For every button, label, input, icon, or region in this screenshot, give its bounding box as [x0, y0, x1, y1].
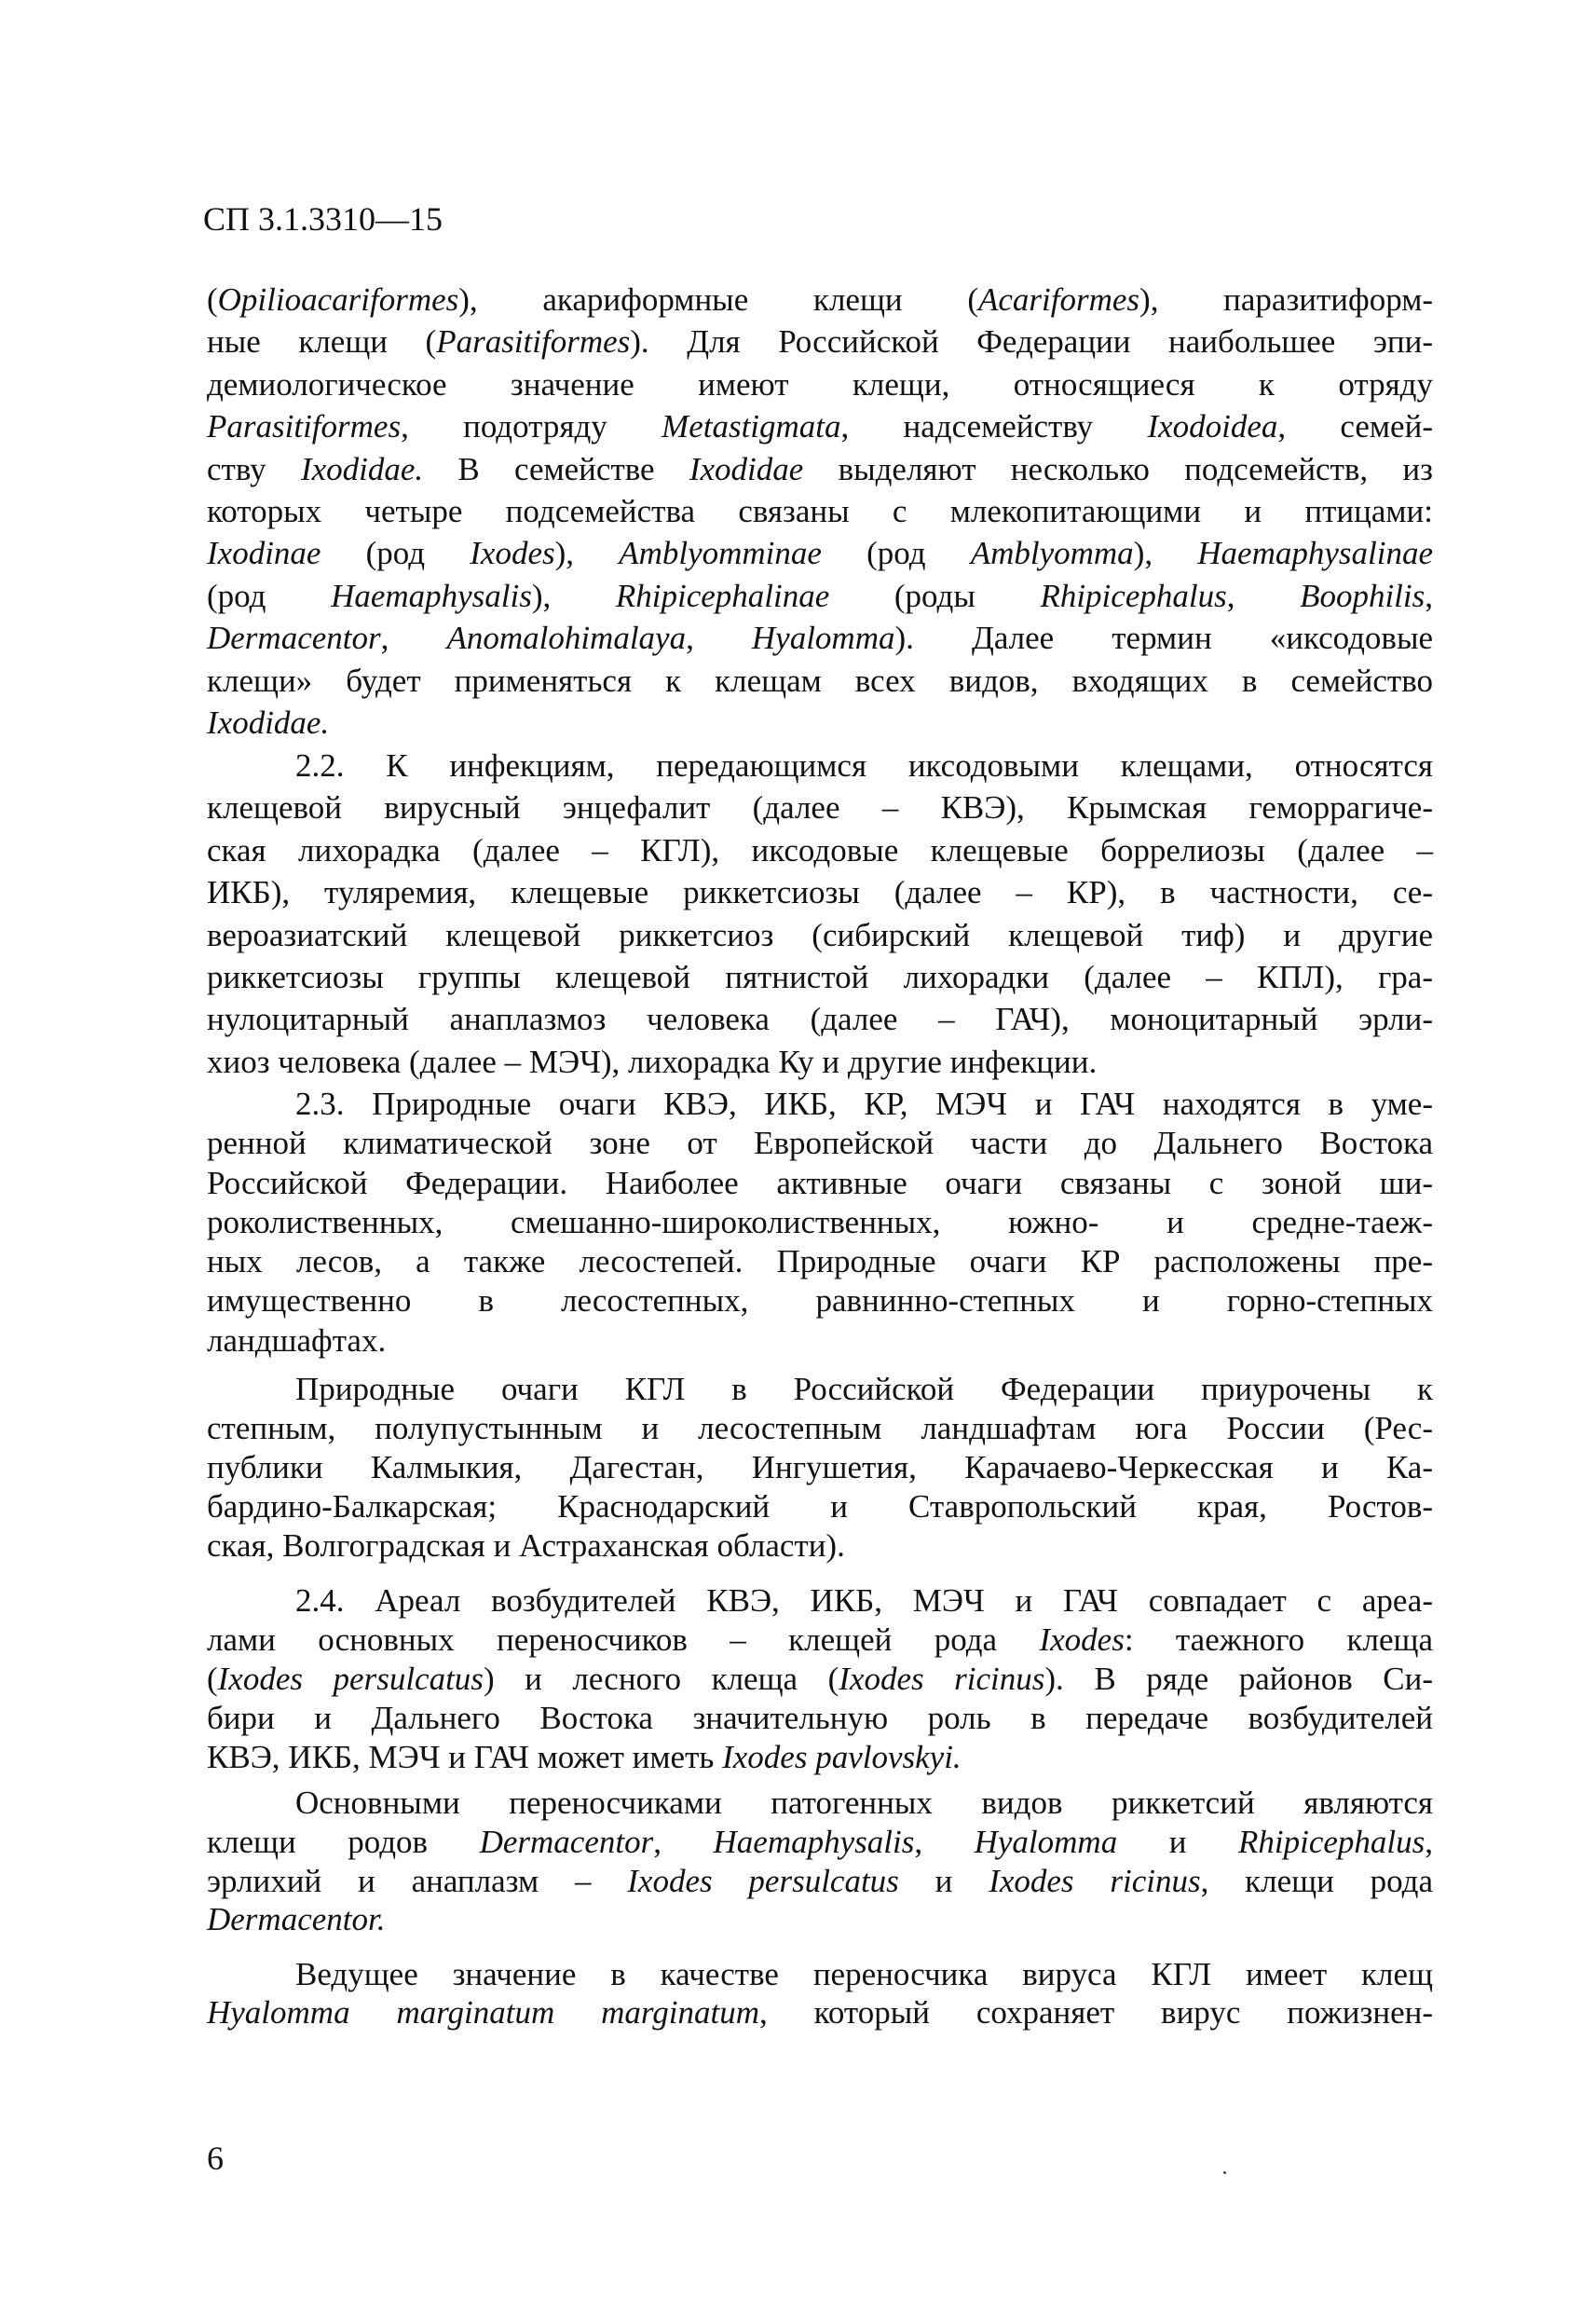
text-run: , клещи рода: [1200, 1862, 1433, 1899]
text-run: ,: [653, 1823, 714, 1860]
text-line: [207, 1621, 1433, 1660]
italic-text: Ixodidae.: [207, 704, 330, 741]
text-run: Ведущее значение в качестве переносчика вируса КГЛ имеет клещ: [295, 1956, 1433, 1992]
text-run: ), паразитиформ-: [1139, 281, 1433, 318]
text-line: [207, 1900, 1433, 1939]
text-run: ,: [1226, 577, 1301, 614]
italic-text: Hyalomma marginatum marginatum: [207, 1994, 759, 2032]
text-run: , семей-: [1277, 408, 1433, 445]
text-run: ) и лесного клеща (: [483, 1661, 839, 1697]
italic-text: Ixodes: [1039, 1621, 1125, 1658]
text-run: роколиственных, смешанно-широколиственных, южно- и средне-таеж-: [207, 1203, 1433, 1240]
text-run: ),: [1133, 535, 1198, 572]
text-line: [207, 363, 1433, 405]
text-run: КВЭ, ИКБ, МЭЧ и ГАЧ может иметь: [207, 1739, 723, 1775]
text-line: [207, 1370, 1433, 1409]
text-line: [207, 1409, 1433, 1448]
text-run: бардино-Балкарская; Краснодарский и Ставропольский края, Ростов-: [207, 1488, 1433, 1525]
italic-text: Hyalomma: [974, 1823, 1118, 1860]
document-header: СП 3.1.3310—15: [203, 200, 443, 238]
text-run: риккетсиозы группы клещевой пятнистой лихорадки (далее – КПЛ), гра-: [207, 958, 1433, 995]
text-run: вероазиатский клещевой риккетсиоз (сибирский клещевой тиф) и другие: [207, 916, 1433, 953]
text-line: [207, 1321, 1433, 1361]
page-number: 6: [207, 2140, 224, 2177]
text-run: (род: [321, 535, 471, 572]
paragraph: [207, 1370, 1433, 1566]
paragraph: [207, 1085, 1433, 1361]
text-run: ),: [531, 577, 616, 614]
text-line: [207, 279, 1433, 321]
text-run: ская лихорадка (далее – КГЛ), иксодовые клещевые боррелиозы (далее –: [207, 831, 1433, 869]
paragraph: [207, 1581, 1433, 1777]
text-line: [207, 1862, 1433, 1901]
italic-text: Anomalohimalaya: [446, 620, 687, 657]
text-run: которых четыре подсемейства связаны с млекопитающими и птицами:: [207, 492, 1433, 529]
text-run: (: [207, 281, 218, 318]
text-line: [207, 617, 1433, 659]
italic-text: Hyalomma: [751, 620, 895, 657]
text-run: 2.3. Природные очаги КВЭ, ИКБ, КР, МЭЧ и ГАЧ находятся в уме-: [295, 1086, 1433, 1122]
italic-text: Dermacentor: [207, 620, 381, 657]
text-run: нулоцитарный анаплазмоз человека (далее – ГАЧ), моноцитарный эрли-: [207, 1001, 1433, 1038]
text-line: [207, 660, 1433, 702]
italic-text: Acariformes: [978, 281, 1140, 318]
text-line: [207, 532, 1433, 574]
text-run: ). В ряде районов Си-: [1044, 1661, 1434, 1697]
italic-text: Haemaphysalinae: [1197, 535, 1433, 572]
text-line: [207, 1487, 1433, 1526]
text-run: бири и Дальнего Востока значительную роль в передаче возбудителей: [207, 1700, 1433, 1736]
text-line: [207, 1784, 1433, 1823]
text-run: : таежного клеща: [1124, 1621, 1433, 1658]
text-line: [207, 787, 1433, 828]
italic-text: Rhipicephalinae: [615, 577, 830, 614]
text-run: (: [207, 1661, 218, 1697]
italic-text: Ixodoidea: [1147, 408, 1278, 445]
text-run: ская, Волгоградская и Астраханская области).: [207, 1527, 845, 1564]
text-run: ), акариформные клещи (: [458, 281, 978, 318]
text-run: ). Для Российской Федерации наибольшее эпи-: [630, 323, 1434, 361]
text-run: ). Далее термин «иксодовые: [894, 620, 1434, 657]
text-line: [207, 1242, 1433, 1281]
text-line: [207, 448, 1433, 490]
italic-text: Ixodes pavlovskyi.: [722, 1739, 962, 1775]
text-line: [207, 321, 1433, 363]
italic-text: Boophilis: [1300, 577, 1425, 614]
text-run: ландшафтах.: [207, 1321, 387, 1359]
text-line: [207, 829, 1433, 871]
text-run: ренной климатической зоне от Европейской части до Дальнего Востока: [207, 1125, 1433, 1162]
text-run: ИКБ), туляремия, клещевые риккетсиозы (далее – КР), в частности, се-: [207, 874, 1433, 911]
italic-text: Dermacentor: [479, 1823, 654, 1860]
text-line: [207, 405, 1433, 447]
text-line: [207, 956, 1433, 998]
text-run: ,: [380, 620, 447, 657]
text-run: ных лесов, а также лесостепей. Природные очаги КР расположены пре-: [207, 1243, 1433, 1280]
text-line: [207, 490, 1433, 532]
text-line: [207, 575, 1433, 617]
italic-text: Ixodes ricinus: [839, 1661, 1045, 1697]
italic-text: Ixodinae: [207, 535, 321, 572]
italic-text: Amblyomminae: [619, 535, 822, 572]
paragraph: [207, 1784, 1433, 1939]
text-line: [207, 1085, 1433, 1124]
text-run: ,: [1425, 577, 1433, 614]
italic-text: Metastigmata: [662, 408, 841, 445]
text-run: имущественно в лесостепных, равнинно-степных и горно-степных: [207, 1282, 1433, 1320]
text-run: (роды: [829, 577, 1041, 614]
text-line: [207, 745, 1433, 787]
text-run: , надсемейству: [840, 408, 1148, 445]
italic-text: Haemaphysalis: [713, 1823, 915, 1860]
italic-text: Rhipicephalus: [1040, 577, 1227, 614]
scan-speck: [1223, 2171, 1226, 2174]
text-line: [207, 1164, 1433, 1203]
text-run: ные клещи (: [207, 323, 437, 361]
text-line: [207, 998, 1433, 1040]
text-run: клещи» будет применяться к клещам всех видов, входящих в семейство: [207, 662, 1433, 699]
text-line: [207, 1660, 1433, 1699]
text-line: [207, 1041, 1433, 1083]
text-run: 2.2. К инфекциям, передающимся иксодовыми клещами, относятся: [295, 747, 1433, 784]
text-run: эрлихий и анаплазм –: [207, 1862, 628, 1899]
text-run: ,: [686, 620, 752, 657]
text-line: [207, 1738, 1433, 1777]
text-line: [207, 1448, 1433, 1487]
text-line: [207, 914, 1433, 956]
text-run: степным, полупустынным и лесостепным ландшафтам юга России (Рес-: [207, 1410, 1433, 1446]
text-line: [207, 1993, 1433, 2032]
italic-text: Ixodes persulcatus: [217, 1661, 484, 1697]
text-run: выделяют несколько подсемейств, из: [803, 450, 1433, 487]
text-run: клещевой вирусный энцефалит (далее – КВЭ), Крымская геморрагиче-: [207, 789, 1433, 827]
text-line: [207, 1203, 1433, 1242]
paragraph: [207, 745, 1433, 1083]
text-line: [207, 1699, 1433, 1738]
text-line: [207, 1124, 1433, 1163]
text-run: лами основных переносчиков – клещей рода: [207, 1621, 1040, 1658]
italic-text: Ixodes persulcatus: [627, 1862, 899, 1899]
italic-text: Amblyomma: [970, 535, 1134, 572]
italic-text: Parasitiformes: [436, 323, 631, 361]
text-line: [207, 871, 1433, 913]
text-run: 2.4. Ареал возбудителей КВЭ, ИКБ, МЭЧ и ГАЧ совпадает с ареа-: [295, 1582, 1433, 1619]
text-line: [207, 702, 1433, 744]
text-line: [207, 1581, 1433, 1621]
text-run: и: [898, 1862, 989, 1899]
text-run: и: [1117, 1823, 1239, 1860]
italic-text: Haemaphysalis: [331, 577, 532, 614]
text-run: , подотряду: [401, 408, 662, 445]
paragraph: [207, 279, 1433, 744]
text-run: ,: [1425, 1823, 1434, 1860]
text-run: Основными переносчиками патогенных видов риккетсий являются: [295, 1785, 1433, 1821]
paragraph: [207, 1955, 1433, 2032]
text-line: [207, 1823, 1433, 1862]
text-run: ,: [914, 1823, 975, 1860]
text-run: В семействе: [423, 450, 689, 487]
text-run: публики Калмыкия, Дагестан, Ингушетия, Карачаево-Черкесская и Ка-: [207, 1449, 1433, 1485]
italic-text: Rhipicephalus: [1238, 1823, 1425, 1860]
text-run: Природные очаги КГЛ в Российской Федерации приурочены к: [295, 1371, 1433, 1407]
italic-text: Parasitiformes: [207, 408, 402, 445]
text-run: ству: [207, 450, 301, 487]
text-run: клещи родов: [207, 1823, 480, 1860]
italic-text: Ixodes ricinus: [989, 1862, 1201, 1899]
text-line: [207, 1526, 1433, 1566]
text-line: [207, 1955, 1433, 1993]
text-run: Российской Федерации. Наиболее активные очаги связаны с зоной ши-: [207, 1164, 1433, 1201]
text-run: ),: [554, 535, 620, 572]
text-run: , который сохраняет вирус пожизнен-: [758, 1994, 1434, 2032]
text-line: [207, 1281, 1433, 1320]
italic-text: Ixodidae: [689, 450, 804, 487]
italic-text: Ixodidae.: [300, 450, 424, 487]
italic-text: Opilioacariformes: [217, 281, 459, 318]
text-run: демиологическое значение имеют клещи, относящиеся к отряду: [207, 365, 1433, 403]
text-run: (род: [207, 577, 332, 614]
text-run: (род: [821, 535, 971, 572]
italic-text: Ixodes: [470, 535, 555, 572]
text-run: хиоз человека (далее – МЭЧ), лихорадка Ку и другие инфекции.: [207, 1043, 1098, 1080]
italic-text: Dermacentor.: [207, 1901, 386, 1938]
